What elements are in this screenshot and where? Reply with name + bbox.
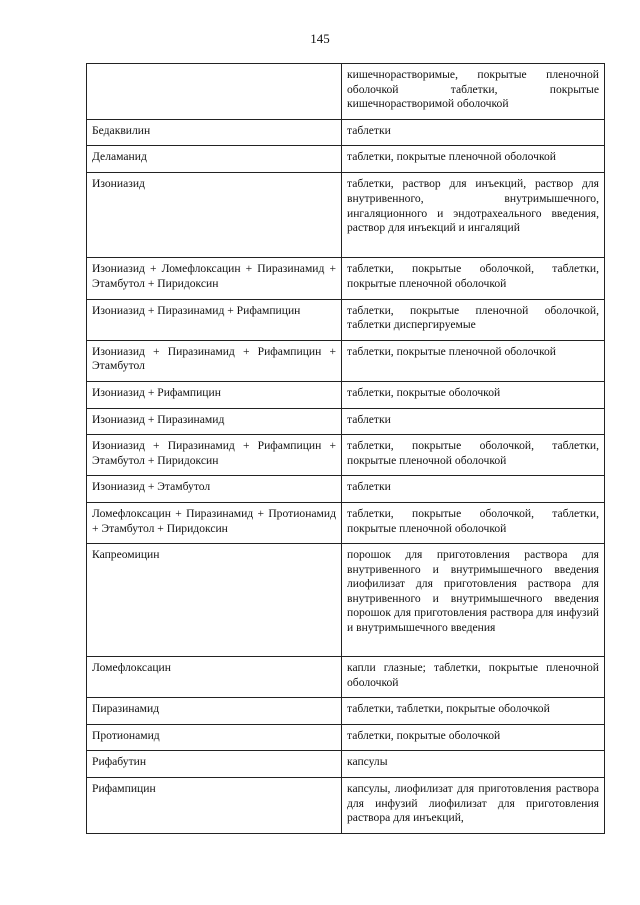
drug-name-cell: Изониазид + Пиразинамид: [87, 408, 342, 435]
dosage-form-cell: кишечнорастворимые, покрытые пленочной оболочкой таблетки, покрытые кишечнорастворимой оболочкой: [342, 64, 605, 120]
drug-name-cell: Изониазид + Рифампицин: [87, 381, 342, 408]
dosage-form-cell: таблетки, покрытые пленочной оболочкой: [342, 146, 605, 173]
drug-table: [86, 63, 605, 834]
dosage-form-cell: таблетки, покрытые оболочкой: [342, 381, 605, 408]
table-row: [87, 173, 605, 258]
table-row: [87, 435, 605, 476]
drug-name-cell: Рифампицин: [87, 778, 342, 834]
drug-name-cell: Капреомицин: [87, 544, 342, 657]
table-row: [87, 657, 605, 698]
dosage-form-cell: таблетки, покрытые оболочкой, таблетки, покрытые пленочной оболочкой: [342, 258, 605, 299]
table-row: [87, 724, 605, 751]
dosage-form-cell: таблетки, раствор для инъекций, раствор для внутривенного, внутримышечного, ингаляционного и эндотрахеального введения, раствор для инъекций и ингаляций: [342, 173, 605, 258]
table-row: [87, 381, 605, 408]
table-row: [87, 119, 605, 146]
dosage-form-cell: таблетки: [342, 476, 605, 503]
dosage-form-cell: таблетки: [342, 408, 605, 435]
dosage-form-cell: таблетки, покрытые оболочкой: [342, 724, 605, 751]
drug-name-cell: Изониазид + Пиразинамид + Рифампицин: [87, 299, 342, 340]
drug-name-cell: Деламанид: [87, 146, 342, 173]
table-row: [87, 408, 605, 435]
dosage-form-cell: капсулы: [342, 751, 605, 778]
drug-name-cell: Изониазид + Пиразинамид + Рифампицин + Этамбутол: [87, 340, 342, 381]
table-row: [87, 544, 605, 657]
drug-name-cell: Пиразинамид: [87, 698, 342, 725]
dosage-form-cell: таблетки, покрытые оболочкой, таблетки, покрытые пленочной оболочкой: [342, 435, 605, 476]
table-row: [87, 146, 605, 173]
dosage-form-cell: порошок для приготовления раствора для внутривенного и внутримышечного введения лиофилизат для приготовления раствора для внутривенного и внутримышечного введения порошок для приготовления раствора для инфузий и внутримышечного введения: [342, 544, 605, 657]
drug-name-cell: Изониазид + Пиразинамид + Рифампицин + Этамбутол + Пиридоксин: [87, 435, 342, 476]
dosage-form-cell: таблетки, таблетки, покрытые оболочкой: [342, 698, 605, 725]
table-row: [87, 258, 605, 299]
dosage-form-cell: таблетки, покрытые пленочной оболочкой: [342, 340, 605, 381]
dosage-form-cell: капсулы, лиофилизат для приготовления раствора для инфузий лиофилизат для приготовления раствора для инъекций,: [342, 778, 605, 834]
drug-name-cell: Изониазид + Ломефлоксацин + Пиразинамид + Этамбутол + Пиридоксин: [87, 258, 342, 299]
table-row: [87, 299, 605, 340]
table-row: [87, 698, 605, 725]
table-row: [87, 64, 605, 120]
dosage-form-cell: капли глазные; таблетки, покрытые пленочной оболочкой: [342, 657, 605, 698]
drug-name-cell: [87, 64, 342, 120]
drug-name-cell: Протионамид: [87, 724, 342, 751]
drug-name-cell: Изониазид + Этамбутол: [87, 476, 342, 503]
table-row: [87, 340, 605, 381]
drug-name-cell: Ломефлоксацин + Пиразинамид + Протионамид + Этамбутол + Пиридоксин: [87, 502, 342, 543]
table-row: [87, 502, 605, 543]
drug-name-cell: Рифабутин: [87, 751, 342, 778]
drug-name-cell: Бедаквилин: [87, 119, 342, 146]
dosage-form-cell: таблетки, покрытые оболочкой, таблетки, покрытые пленочной оболочкой: [342, 502, 605, 543]
drug-name-cell: Ломефлоксацин: [87, 657, 342, 698]
table-row: [87, 476, 605, 503]
dosage-form-cell: таблетки, покрытые пленочной оболочкой, таблетки диспергируемые: [342, 299, 605, 340]
dosage-form-cell: таблетки: [342, 119, 605, 146]
table-row: [87, 751, 605, 778]
table-row: [87, 778, 605, 834]
page-number: 145: [310, 31, 330, 46]
drug-name-cell: Изониазид: [87, 173, 342, 258]
